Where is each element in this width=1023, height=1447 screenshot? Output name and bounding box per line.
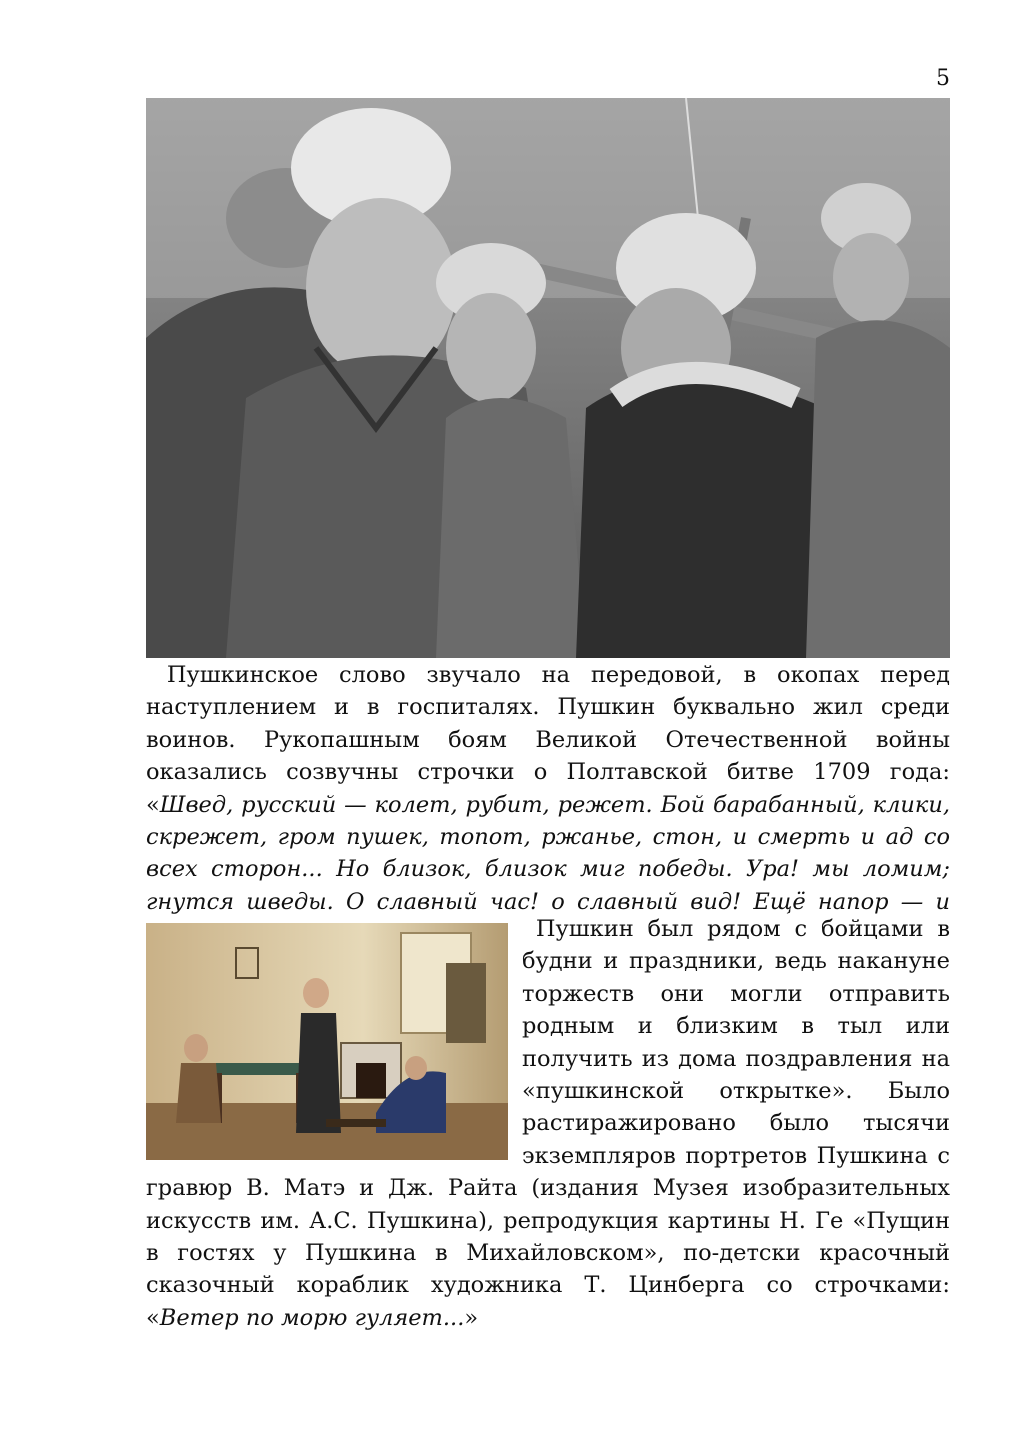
war-photo [146,98,950,658]
paragraph-2-text-a: Пушкин был рядом с бойцами в будни и праздники, ведь накануне торжеств они могли отправить родным и близким в тыл или получить из дома поздравления на «пушкинской открытке». Было растиражировано было тысячи экземпляров портретов Пушкина с гравюр В. Матэ и Дж. Райта (издания Музея изобразительных искусств им. А.С. Пушкина), репродукция картины Н. Ге «Пущин в гостях у Пушкина в Михайловском», по-детски красочный сказочный кораблик художника Т. Цинберга со строчками: « [146,916,950,1331]
photo-icon [146,98,950,658]
paragraph-2 [146,913,950,1334]
page-number: 5 [936,66,950,91]
veter-quote: Ветер по морю гуляет... [159,1304,465,1331]
poltava-quote: Швед, русский — колет, рубит, режет. Бой барабанный, клики, скрежет, гром пушек, топот, ржанье, стон, и смерть и ад со всех сторон... Но близок, близок миг победы. Ура! мы ломим; гнутся шведы. О славный час! о славный вид! Ещё напор — и [146,791,950,915]
paragraph-1 [146,659,950,951]
image-float-spacer [146,913,522,1171]
paragraph-2-text-b: » [464,1304,479,1331]
paragraph-1-text-a: Пушкинское слово звучало на передовой, в окопах перед наступлением и в госпиталях. Пушкин буквально жил среди воинов. Рукопашным боям Великой Отечественной войны оказались созвучны строчки о Полтавской битве 1709 года: « [146,662,950,818]
